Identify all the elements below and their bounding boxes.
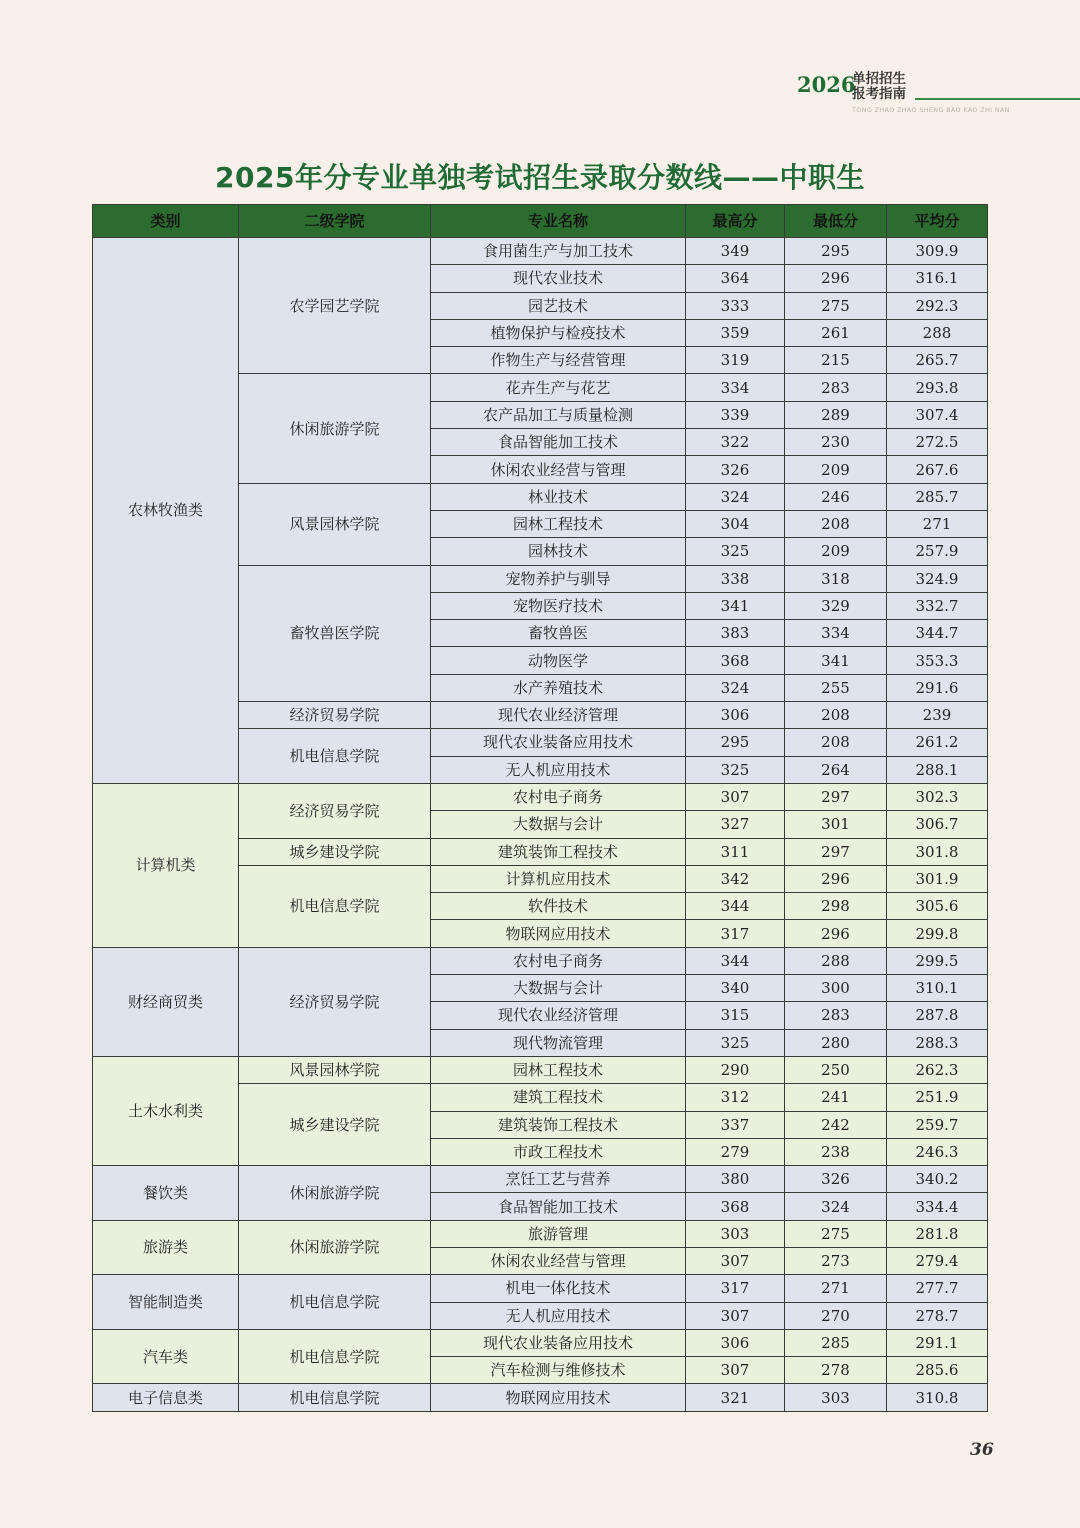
college-cell: 城乡建设学院	[239, 1084, 431, 1166]
max-score-cell: 295	[686, 729, 785, 756]
min-score-cell: 270	[785, 1302, 887, 1329]
min-score-cell: 209	[785, 538, 887, 565]
avg-score-cell: 287.8	[887, 1002, 988, 1029]
brand-pinyin: TONG ZHAO ZHAO SHENG BAO KAO ZHI NAN	[852, 106, 1010, 114]
min-score-cell: 241	[785, 1084, 887, 1111]
max-score-cell: 307	[686, 1357, 785, 1384]
score-table	[92, 204, 988, 1412]
major-cell: 作物生产与经营管理	[431, 347, 686, 374]
max-score-cell: 368	[686, 647, 785, 674]
college-cell: 经济贸易学院	[239, 947, 431, 1056]
avg-score-cell: 239	[887, 702, 988, 729]
avg-score-cell: 288.3	[887, 1029, 988, 1056]
major-cell: 休闲农业经营与管理	[431, 456, 686, 483]
max-score-cell: 338	[686, 565, 785, 592]
min-score-cell: 242	[785, 1111, 887, 1138]
min-score-cell: 300	[785, 975, 887, 1002]
college-cell: 机电信息学院	[239, 865, 431, 947]
major-cell: 农村电子商务	[431, 783, 686, 810]
avg-score-cell: 309.9	[887, 238, 988, 265]
column-header: 平均分	[887, 205, 988, 238]
college-cell: 机电信息学院	[239, 1275, 431, 1330]
college-cell: 城乡建设学院	[239, 838, 431, 865]
major-cell: 植物保护与检疫技术	[431, 319, 686, 346]
major-cell: 现代农业经济管理	[431, 702, 686, 729]
avg-score-cell: 305.6	[887, 893, 988, 920]
avg-score-cell: 316.1	[887, 265, 988, 292]
table-header-row	[93, 205, 988, 238]
max-score-cell: 311	[686, 838, 785, 865]
max-score-cell: 341	[686, 592, 785, 619]
max-score-cell: 334	[686, 374, 785, 401]
max-score-cell: 364	[686, 265, 785, 292]
avg-score-cell: 257.9	[887, 538, 988, 565]
min-score-cell: 297	[785, 838, 887, 865]
max-score-cell: 312	[686, 1084, 785, 1111]
max-score-cell: 325	[686, 538, 785, 565]
min-score-cell: 250	[785, 1056, 887, 1083]
major-cell: 建筑装饰工程技术	[431, 1111, 686, 1138]
category-cell: 智能制造类	[93, 1275, 239, 1330]
max-score-cell: 317	[686, 920, 785, 947]
max-score-cell: 340	[686, 975, 785, 1002]
college-cell: 休闲旅游学院	[239, 374, 431, 483]
table-row	[93, 1329, 988, 1356]
min-score-cell: 296	[785, 865, 887, 892]
avg-score-cell: 288	[887, 319, 988, 346]
max-score-cell: 342	[686, 865, 785, 892]
avg-score-cell: 332.7	[887, 592, 988, 619]
major-cell: 旅游管理	[431, 1220, 686, 1247]
avg-score-cell: 285.6	[887, 1357, 988, 1384]
major-cell: 农村电子商务	[431, 947, 686, 974]
avg-score-cell: 272.5	[887, 429, 988, 456]
avg-score-cell: 293.8	[887, 374, 988, 401]
major-cell: 食品智能加工技术	[431, 429, 686, 456]
min-score-cell: 278	[785, 1357, 887, 1384]
max-score-cell: 303	[686, 1220, 785, 1247]
major-cell: 现代农业经济管理	[431, 1002, 686, 1029]
category-cell: 电子信息类	[93, 1384, 239, 1411]
min-score-cell: 283	[785, 374, 887, 401]
avg-score-cell: 261.2	[887, 729, 988, 756]
major-cell: 现代农业装备应用技术	[431, 1329, 686, 1356]
avg-score-cell: 299.5	[887, 947, 988, 974]
major-cell: 休闲农业经营与管理	[431, 1247, 686, 1274]
min-score-cell: 285	[785, 1329, 887, 1356]
major-cell: 园林工程技术	[431, 510, 686, 537]
major-cell: 现代农业技术	[431, 265, 686, 292]
college-cell: 农学园艺学院	[239, 238, 431, 374]
brand-divider	[915, 98, 1080, 100]
max-score-cell: 304	[686, 510, 785, 537]
max-score-cell: 325	[686, 756, 785, 783]
college-cell: 畜牧兽医学院	[239, 565, 431, 701]
brand-year: 2026	[797, 72, 856, 97]
min-score-cell: 275	[785, 292, 887, 319]
major-cell: 林业技术	[431, 483, 686, 510]
max-score-cell: 306	[686, 702, 785, 729]
category-cell: 农林牧渔类	[93, 238, 239, 784]
max-score-cell: 321	[686, 1384, 785, 1411]
min-score-cell: 261	[785, 319, 887, 346]
category-cell: 土木水利类	[93, 1056, 239, 1165]
page-number: 36	[970, 1440, 994, 1460]
avg-score-cell: 299.8	[887, 920, 988, 947]
avg-score-cell: 259.7	[887, 1111, 988, 1138]
major-cell: 宠物养护与驯导	[431, 565, 686, 592]
major-cell: 现代物流管理	[431, 1029, 686, 1056]
major-cell: 建筑装饰工程技术	[431, 838, 686, 865]
avg-score-cell: 288.1	[887, 756, 988, 783]
college-cell: 休闲旅游学院	[239, 1220, 431, 1275]
avg-score-cell: 310.8	[887, 1384, 988, 1411]
avg-score-cell: 267.6	[887, 456, 988, 483]
major-cell: 大数据与会计	[431, 811, 686, 838]
min-score-cell: 296	[785, 265, 887, 292]
max-score-cell: 325	[686, 1029, 785, 1056]
major-cell: 花卉生产与花艺	[431, 374, 686, 401]
avg-score-cell: 324.9	[887, 565, 988, 592]
avg-score-cell: 285.7	[887, 483, 988, 510]
min-score-cell: 318	[785, 565, 887, 592]
major-cell: 水产养殖技术	[431, 674, 686, 701]
table-row	[93, 1056, 988, 1083]
major-cell: 烹饪工艺与营养	[431, 1166, 686, 1193]
min-score-cell: 208	[785, 729, 887, 756]
table-row	[93, 783, 988, 810]
table-row	[93, 238, 988, 265]
major-cell: 园林技术	[431, 538, 686, 565]
avg-score-cell: 265.7	[887, 347, 988, 374]
max-score-cell: 344	[686, 893, 785, 920]
min-score-cell: 208	[785, 510, 887, 537]
college-cell: 经济贸易学院	[239, 702, 431, 729]
min-score-cell: 209	[785, 456, 887, 483]
avg-score-cell: 246.3	[887, 1138, 988, 1165]
avg-score-cell: 281.8	[887, 1220, 988, 1247]
max-score-cell: 324	[686, 674, 785, 701]
major-cell: 市政工程技术	[431, 1138, 686, 1165]
avg-score-cell: 301.8	[887, 838, 988, 865]
min-score-cell: 255	[785, 674, 887, 701]
max-score-cell: 383	[686, 620, 785, 647]
min-score-cell: 230	[785, 429, 887, 456]
max-score-cell: 359	[686, 319, 785, 346]
min-score-cell: 329	[785, 592, 887, 619]
max-score-cell: 322	[686, 429, 785, 456]
max-score-cell: 339	[686, 401, 785, 428]
table-row	[93, 1275, 988, 1302]
max-score-cell: 307	[686, 783, 785, 810]
avg-score-cell: 344.7	[887, 620, 988, 647]
major-cell: 食品智能加工技术	[431, 1193, 686, 1220]
major-cell: 宠物医疗技术	[431, 592, 686, 619]
major-cell: 食用菌生产与加工技术	[431, 238, 686, 265]
column-header: 二级学院	[239, 205, 431, 238]
header-brand	[797, 70, 1080, 114]
major-cell: 园林工程技术	[431, 1056, 686, 1083]
max-score-cell: 279	[686, 1138, 785, 1165]
min-score-cell: 303	[785, 1384, 887, 1411]
category-cell: 财经商贸类	[93, 947, 239, 1056]
page-title: 2025年分专业单独考试招生录取分数线——中职生	[215, 161, 865, 194]
table-row	[93, 1166, 988, 1193]
column-header: 最低分	[785, 205, 887, 238]
brand-title-line2: 报考指南	[852, 86, 906, 102]
min-score-cell: 208	[785, 702, 887, 729]
avg-score-cell: 334.4	[887, 1193, 988, 1220]
college-cell: 经济贸易学院	[239, 783, 431, 838]
min-score-cell: 298	[785, 893, 887, 920]
min-score-cell: 288	[785, 947, 887, 974]
min-score-cell: 264	[785, 756, 887, 783]
max-score-cell: 368	[686, 1193, 785, 1220]
avg-score-cell: 353.3	[887, 647, 988, 674]
max-score-cell: 315	[686, 1002, 785, 1029]
max-score-cell: 307	[686, 1302, 785, 1329]
avg-score-cell: 301.9	[887, 865, 988, 892]
avg-score-cell: 291.6	[887, 674, 988, 701]
major-cell: 机电一体化技术	[431, 1275, 686, 1302]
major-cell: 畜牧兽医	[431, 620, 686, 647]
table-row	[93, 1384, 988, 1411]
college-cell: 休闲旅游学院	[239, 1166, 431, 1221]
max-score-cell: 290	[686, 1056, 785, 1083]
max-score-cell: 326	[686, 456, 785, 483]
column-header: 专业名称	[431, 205, 686, 238]
table-row	[93, 1220, 988, 1247]
min-score-cell: 334	[785, 620, 887, 647]
major-cell: 无人机应用技术	[431, 1302, 686, 1329]
avg-score-cell: 291.1	[887, 1329, 988, 1356]
table-row	[93, 947, 988, 974]
table-body	[93, 238, 988, 1412]
college-cell: 风景园林学院	[239, 1056, 431, 1083]
avg-score-cell: 306.7	[887, 811, 988, 838]
max-score-cell: 307	[686, 1247, 785, 1274]
avg-score-cell: 277.7	[887, 1275, 988, 1302]
min-score-cell: 246	[785, 483, 887, 510]
min-score-cell: 324	[785, 1193, 887, 1220]
major-cell: 软件技术	[431, 893, 686, 920]
min-score-cell: 271	[785, 1275, 887, 1302]
category-cell: 餐饮类	[93, 1166, 239, 1221]
avg-score-cell: 251.9	[887, 1084, 988, 1111]
major-cell: 大数据与会计	[431, 975, 686, 1002]
category-cell: 旅游类	[93, 1220, 239, 1275]
brand-title-line1: 单招招生	[852, 71, 906, 87]
avg-score-cell: 340.2	[887, 1166, 988, 1193]
min-score-cell: 283	[785, 1002, 887, 1029]
major-cell: 园艺技术	[431, 292, 686, 319]
max-score-cell: 349	[686, 238, 785, 265]
max-score-cell: 333	[686, 292, 785, 319]
avg-score-cell: 310.1	[887, 975, 988, 1002]
brand-title	[852, 72, 906, 102]
max-score-cell: 327	[686, 811, 785, 838]
min-score-cell: 238	[785, 1138, 887, 1165]
college-cell: 机电信息学院	[239, 1329, 431, 1384]
college-cell: 风景园林学院	[239, 483, 431, 565]
avg-score-cell: 279.4	[887, 1247, 988, 1274]
avg-score-cell: 302.3	[887, 783, 988, 810]
avg-score-cell: 278.7	[887, 1302, 988, 1329]
major-cell: 物联网应用技术	[431, 1384, 686, 1411]
column-header: 最高分	[686, 205, 785, 238]
category-cell: 计算机类	[93, 783, 239, 947]
column-header: 类别	[93, 205, 239, 238]
min-score-cell: 295	[785, 238, 887, 265]
major-cell: 汽车检测与维修技术	[431, 1357, 686, 1384]
major-cell: 物联网应用技术	[431, 920, 686, 947]
min-score-cell: 289	[785, 401, 887, 428]
max-score-cell: 306	[686, 1329, 785, 1356]
major-cell: 建筑工程技术	[431, 1084, 686, 1111]
min-score-cell: 215	[785, 347, 887, 374]
major-cell: 计算机应用技术	[431, 865, 686, 892]
college-cell: 机电信息学院	[239, 1384, 431, 1411]
max-score-cell: 319	[686, 347, 785, 374]
major-cell: 无人机应用技术	[431, 756, 686, 783]
min-score-cell: 341	[785, 647, 887, 674]
min-score-cell: 296	[785, 920, 887, 947]
min-score-cell: 297	[785, 783, 887, 810]
major-cell: 现代农业装备应用技术	[431, 729, 686, 756]
avg-score-cell: 307.4	[887, 401, 988, 428]
major-cell: 动物医学	[431, 647, 686, 674]
college-cell: 机电信息学院	[239, 729, 431, 784]
min-score-cell: 280	[785, 1029, 887, 1056]
max-score-cell: 337	[686, 1111, 785, 1138]
avg-score-cell: 262.3	[887, 1056, 988, 1083]
min-score-cell: 275	[785, 1220, 887, 1247]
min-score-cell: 273	[785, 1247, 887, 1274]
min-score-cell: 301	[785, 811, 887, 838]
max-score-cell: 324	[686, 483, 785, 510]
avg-score-cell: 292.3	[887, 292, 988, 319]
max-score-cell: 344	[686, 947, 785, 974]
max-score-cell: 380	[686, 1166, 785, 1193]
max-score-cell: 317	[686, 1275, 785, 1302]
category-cell: 汽车类	[93, 1329, 239, 1384]
avg-score-cell: 271	[887, 510, 988, 537]
min-score-cell: 326	[785, 1166, 887, 1193]
major-cell: 农产品加工与质量检测	[431, 401, 686, 428]
